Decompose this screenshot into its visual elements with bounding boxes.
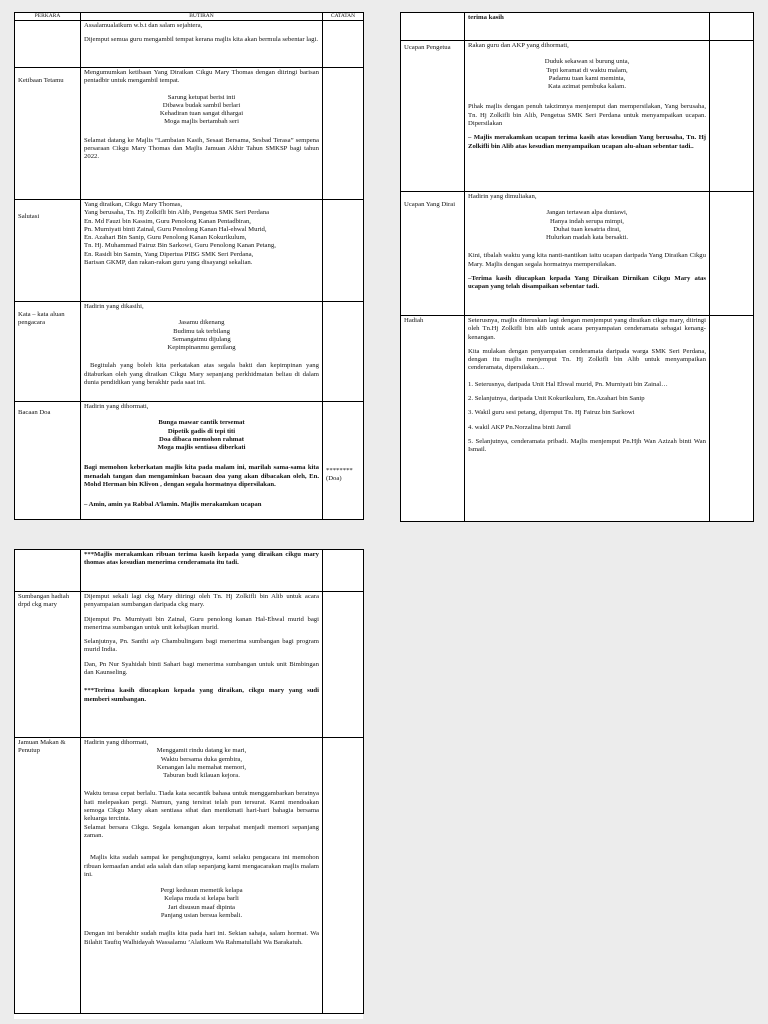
row-label: Ucapan Pengetua (404, 44, 451, 51)
poem-line: Hulurkan madah kata bersakti. (545, 234, 629, 242)
butiran-cell (465, 316, 710, 522)
perkara-cell (15, 68, 81, 200)
perkara-cell (15, 200, 81, 302)
paragraph: Hadirin yang dimuliakan, (468, 193, 537, 200)
salutation-line: En. Md Fauzi bin Kassim, Guru Penolong Kanan Pentadbiran, (84, 217, 251, 225)
catatan-cell (323, 302, 364, 402)
butiran-cell (81, 302, 323, 402)
poem-line: Bunga mawar cantik tersemat (158, 419, 245, 427)
paragraph: Dengan ini berakhir sudah majlis kita pada hari ini. Sekian sahaja, salam hormat. Wa Bilahit Taufiq Walhidayah Wassalamu ’Alaikum Wa Rahmatullahi Wa Barakatuh. (84, 930, 319, 946)
program-table-1 (14, 12, 364, 520)
poem-line: Doa dibaca memohon rahmat (159, 435, 244, 443)
list-item: 5. Selanjutnya, cenderamata pribadi. Majlis menjemput Pn.Hjh Wan Azizah binti Wan Ismail. (468, 437, 706, 454)
row-label: Bacaan Doa (18, 409, 51, 416)
perkara-cell (15, 550, 81, 592)
catatan-cell (710, 41, 754, 192)
butiran-cell (465, 192, 710, 316)
catatan-cell (710, 13, 754, 41)
list-item: 2. Selanjutnya, daripada Unit Kokurikulum, En.Azahari bin Sanip (468, 395, 645, 403)
paragraph: Majlis kita sudah sampai ke penghujungnya, kami selaku pengacara ini memohon ribuan kemaafan andai ada salah dan silap sepanjang kami mengacarakan majlis malam ini. (84, 854, 319, 878)
poem-line: Kata azimat pembuka kalam. (548, 83, 626, 91)
salutation-line: En. Rasidi bin Samin, Yang Dipertua PIBG SMK Seri Perdana, (84, 250, 254, 258)
catatan-cell (323, 550, 364, 592)
poem-line: Dipetik gadis di tepi titi (167, 427, 236, 435)
butiran-cell (81, 21, 323, 68)
salutation-line: Yang diraikan, Cikgu Mary Thomas, (84, 201, 183, 208)
header-catatan: CATATAN (323, 13, 364, 21)
pantun (468, 58, 706, 91)
poem-line: Pergi kedusun memetik kelapa (160, 887, 243, 895)
table-row (401, 192, 754, 316)
poem-line: Panjang usian bersua kembali. (160, 912, 243, 920)
table-row (15, 21, 364, 68)
table-row (15, 592, 364, 738)
butiran-cell (465, 13, 710, 41)
table-row (15, 68, 364, 200)
poem-line: Jari disusun maaf dipinta (167, 903, 236, 911)
paragraph: Hadirin yang dihormati, (84, 403, 149, 410)
list-item: 3. Wakil guru sesi petang, dijemput Tn. Hj Fairuz bin Sarkowi (468, 409, 635, 417)
poem-line: Dibawa budak sambil berlari (162, 101, 241, 109)
catatan-cell (323, 738, 364, 1014)
paragraph: Mengumumkan ketibaan Yang Diraikan Cikgu Mary Thomas dengan diiringi barisan pentadbir untuk mengambil tempat. (84, 69, 319, 85)
page-1 (14, 12, 363, 520)
perkara-cell (401, 192, 465, 316)
perkara-cell (401, 41, 465, 192)
catatan-cell (323, 68, 364, 200)
perkara-cell (15, 21, 81, 68)
poem-line: Sarung ketupat berisi inti (167, 93, 236, 101)
paragraph: – Majlis merakamkan ucapan terima kasih atas kesudian Yang berusaha, Tn. Hj Zolkifli bin Alib atas kesudian menyampaikan ucapan alu-aluan sebentar tadi.. (468, 134, 706, 150)
perkara-cell (15, 738, 81, 1014)
butiran-cell (81, 402, 323, 520)
pantun (84, 94, 319, 127)
poem-line: Tepi keramat di waktu malam, (546, 66, 628, 74)
butiran-cell (81, 738, 323, 1014)
program-table-2 (400, 12, 754, 522)
paragraph: Dijemput Pn. Murniyati bin Zainal, Guru penolong kanan Hal-Ehwal murid bagi menerima sumbangan untuk unit kebajikan murid. (84, 615, 319, 631)
poem-line: Padamu tuan kami meminta, (548, 74, 626, 82)
row-label: Hadiah (404, 317, 424, 324)
pantun (84, 887, 319, 920)
table-row (15, 550, 364, 592)
table-row (401, 41, 754, 192)
paragraph: –Terima kasih diucapkan kepada Yang Diraikan Dirnikan Cikgu Mary atas ucapan yang telah disampaikan sebentar tadi. (468, 275, 706, 291)
butiran-cell (81, 592, 323, 738)
poem-line: Budimu tak terbilang (173, 327, 230, 335)
paragraph: terima kasih (468, 14, 504, 21)
salutation-line: Pn. Murniyati binti Zainal, Guru Penolong Kanan Hal-ehwal Murid, (84, 225, 267, 233)
catatan-cell (323, 402, 364, 520)
poem-line: Duhai tuan kesatria dirai, (553, 225, 621, 233)
catatan-cell (323, 21, 364, 68)
perkara-cell (401, 13, 465, 41)
poem-line: Waktu bersama duka gembira, (160, 755, 243, 763)
paragraph: Dijemput sekali lagi ckg Mary diiringi oleh Tn. Hj Zolkifli bin Alib untuk acara penyampaian sumbangan daripada ckg mary. (84, 593, 319, 609)
catatan-cell (323, 592, 364, 738)
paragraph: Selamat bersara Cikgu. Segala kenangan akan terpahat menjadi memori sepanjang zaman. (84, 823, 319, 839)
butiran-cell (81, 550, 323, 592)
poem-line: Kehadiran tuan sangat dihargai (159, 110, 244, 118)
poem-line: Kelapa muda si kelapa barli (164, 895, 239, 903)
list-item: 4. wakil AKP Pn.Norzalina binti Jamil (468, 423, 571, 431)
catatan-cell (323, 200, 364, 302)
page-2 (400, 12, 753, 522)
poem-line: Jasamu dikenang (178, 319, 225, 327)
page-3 (14, 549, 363, 1019)
paragraph: Kita mulakan dengan penyampaian cenderamata daripada warga SMK Seri Perdana, dengan itu majlis menjemput Tn. Hj Zolkifli bin Alib untuk menyampaikan cenderamata, dipersilakan… (468, 347, 706, 372)
row-label: Kata – kata aluan pengacara (18, 311, 65, 327)
program-table-3 (14, 549, 364, 1014)
pantun (84, 319, 319, 352)
catatan-cell (710, 192, 754, 316)
paragraph: Begitulah yang boleh kita perkatakan atas segala bakti dan kepimpinan yang ditaburkan oleh yang diraikan Cikgu Mary sepanjang perkhidmatan beliau di dalam dunia pendidikan yang berakhir pada saat ini. (84, 362, 319, 387)
poem-line: Duduk sekawan si burung unta, (544, 58, 630, 66)
pantun (84, 747, 319, 780)
perkara-cell (15, 302, 81, 402)
poem-line: Moga majlis sentiasa diberkati (157, 444, 246, 452)
salutation-line: Yang berusaha, Tn. Hj Zolkifli bin Alib, Pengetua SMK Seri Perdana (84, 209, 270, 217)
header-butiran: BUTIRAN (81, 13, 323, 21)
pantun (84, 419, 319, 452)
table-row (15, 738, 364, 1014)
table-row (401, 13, 754, 41)
row-label: Salutasi (18, 213, 40, 220)
note-stars: ******** (326, 467, 353, 474)
table-row (15, 402, 364, 520)
paragraph: Kini, tibalah waktu yang kita nanti-nantikan iaitu ucapan daripada Yang Diraikan Cikgu Mary. Majlis dengan segala hormatnya mempersilakan. (468, 252, 706, 268)
row-label: Sumbangan hadiah drpd ckg mary (18, 593, 70, 609)
perkara-cell (15, 592, 81, 738)
poem-line: Taburan budi kilauan kejora. (163, 772, 240, 780)
poem-line: Hanya indah serupa mimpi, (550, 217, 624, 225)
paragraph: Selanjutnya, Pn. Santhi a/p Chambulingam bagi menerima sumbangan bagi program murid India. (84, 638, 319, 654)
butiran-cell (465, 41, 710, 192)
greeting-text: Assalamualaikum w.b.t dan salam sejahtera, (84, 22, 203, 29)
poem-line: Kepimpinanmu gemilang (167, 344, 236, 352)
poem-line: Jangan tertawan alpa duniawi, (546, 209, 628, 217)
paragraph: ***Majlis merakamkan ribuan terima kasih kepada yang diraikan cikgu mary thomas atas kesudian menerima cenderamata itu tadi. (84, 551, 319, 567)
pantun (468, 209, 706, 242)
poem-line: Kenangan lalu memahat memori, (156, 763, 247, 771)
paragraph: Pihak majlis dengan penuh takzimnya menjemput dan mempersilakan, Yang berusaha, Tn. Hj Zolkifli bin Alib, Pengetua SMK Seri Perdana untuk menyampaikan ucapan. Dipersilakan (468, 103, 706, 128)
paragraph: Selamat datang ke Majlis “Lambaian Kasih, Sesaat Bersama, Sesbad Terasa” sempena persaraan Cikgu Mary Thomas dan Majlis Jamuan Akhir Tahun SMKSP bagi tahun 2022. (84, 136, 319, 161)
poem-line: Moga majlis bertambah seri (164, 118, 239, 126)
salutation-line: En. Azahari Bin Sanip, Guru Penolong Kanan Kokurikulum, (84, 234, 247, 242)
paragraph: Hadirin yang dikasihi, (84, 303, 144, 310)
paragraph: Seterusnya, majlis diteruskan lagi dengan menjemput yang diraikan cikgu mary, diiringi oleh Tn.Hj Zolkifli bin alib untuk acara penyampaian cenderamata sebagai kenang-kenangan. (468, 317, 706, 341)
table-row (15, 200, 364, 302)
catatan-cell (710, 316, 754, 522)
table-row (401, 316, 754, 522)
note-doa: (Doa) (326, 475, 342, 483)
butiran-cell (81, 68, 323, 200)
list-item: 1. Seterusnya, daripada Unit Hal Ehwal murid, Pn. Murniyati bin Zainal… (468, 380, 668, 388)
paragraph: Rakan guru dan AKP yang dihormati, (468, 42, 569, 49)
paragraph: – Amin, amin ya Rabbal A’lamin. Majlis merakamkan ucapan (84, 501, 262, 509)
butiran-cell (81, 200, 323, 302)
salutation-line: Tn. Hj. Muhammad Fairuz Bin Sarkowi, Guru Penolong Kanan Petang, (84, 242, 276, 250)
poem-line: Menggamit rindu datang ke mari, (156, 747, 247, 755)
row-label: Jamuan Makan & Penutup (18, 739, 66, 755)
table-header-row (15, 13, 364, 21)
table-row (15, 302, 364, 402)
header-perkara: PERKARA (15, 13, 81, 21)
row-label: Ketibaan Tetamu (18, 77, 64, 84)
perkara-cell (15, 402, 81, 520)
paragraph: ***Terima kasih diucapkan kepada yang diraikan, cikgu mary yang sudi memberi sumbangan. (84, 687, 319, 703)
salutation-line: Barisan GKMP, dan rakan-rakan guru yang disayangi sekalian. (84, 259, 253, 267)
paragraph: Bagi memohon keberkatan majlis kita pada malam ini, marilah sama-sama kita menadah tangan dan mengaminkan bacaan doa yang akan dibacakan oleh, En. Mohd Herman bin Klivon , dengan segala hormatnya dipersilakan. (84, 464, 319, 489)
poem-line: Semangatmu dijulang (172, 335, 231, 343)
paragraph: Hadirin yang dihormati, (84, 739, 149, 746)
perkara-cell (401, 316, 465, 522)
paragraph: Waktu terasa cepat berlalu. Tiada kata secantik bahasa untuk menggambarkan beratnya hati melepaskan pergi. Namun, yang tersirat telah pun tersurat. Kami mendoakan semoga Cikgu Mary akan sentiasa sihat dan menikmati hari-hari bahagia bersama keluarga tercinta. (84, 790, 319, 823)
paragraph: Dan, Pn Nur Syahidah binti Sahari bagi menerima sumbangan untuk unit Bimbingan dan Kaunseling. (84, 660, 319, 677)
paragraph: Dijemput semua guru mengambil tempat kerana majlis kita akan bermula sebentar lagi. (84, 36, 318, 44)
row-label: Ucapan Yang Dirai (404, 201, 456, 208)
